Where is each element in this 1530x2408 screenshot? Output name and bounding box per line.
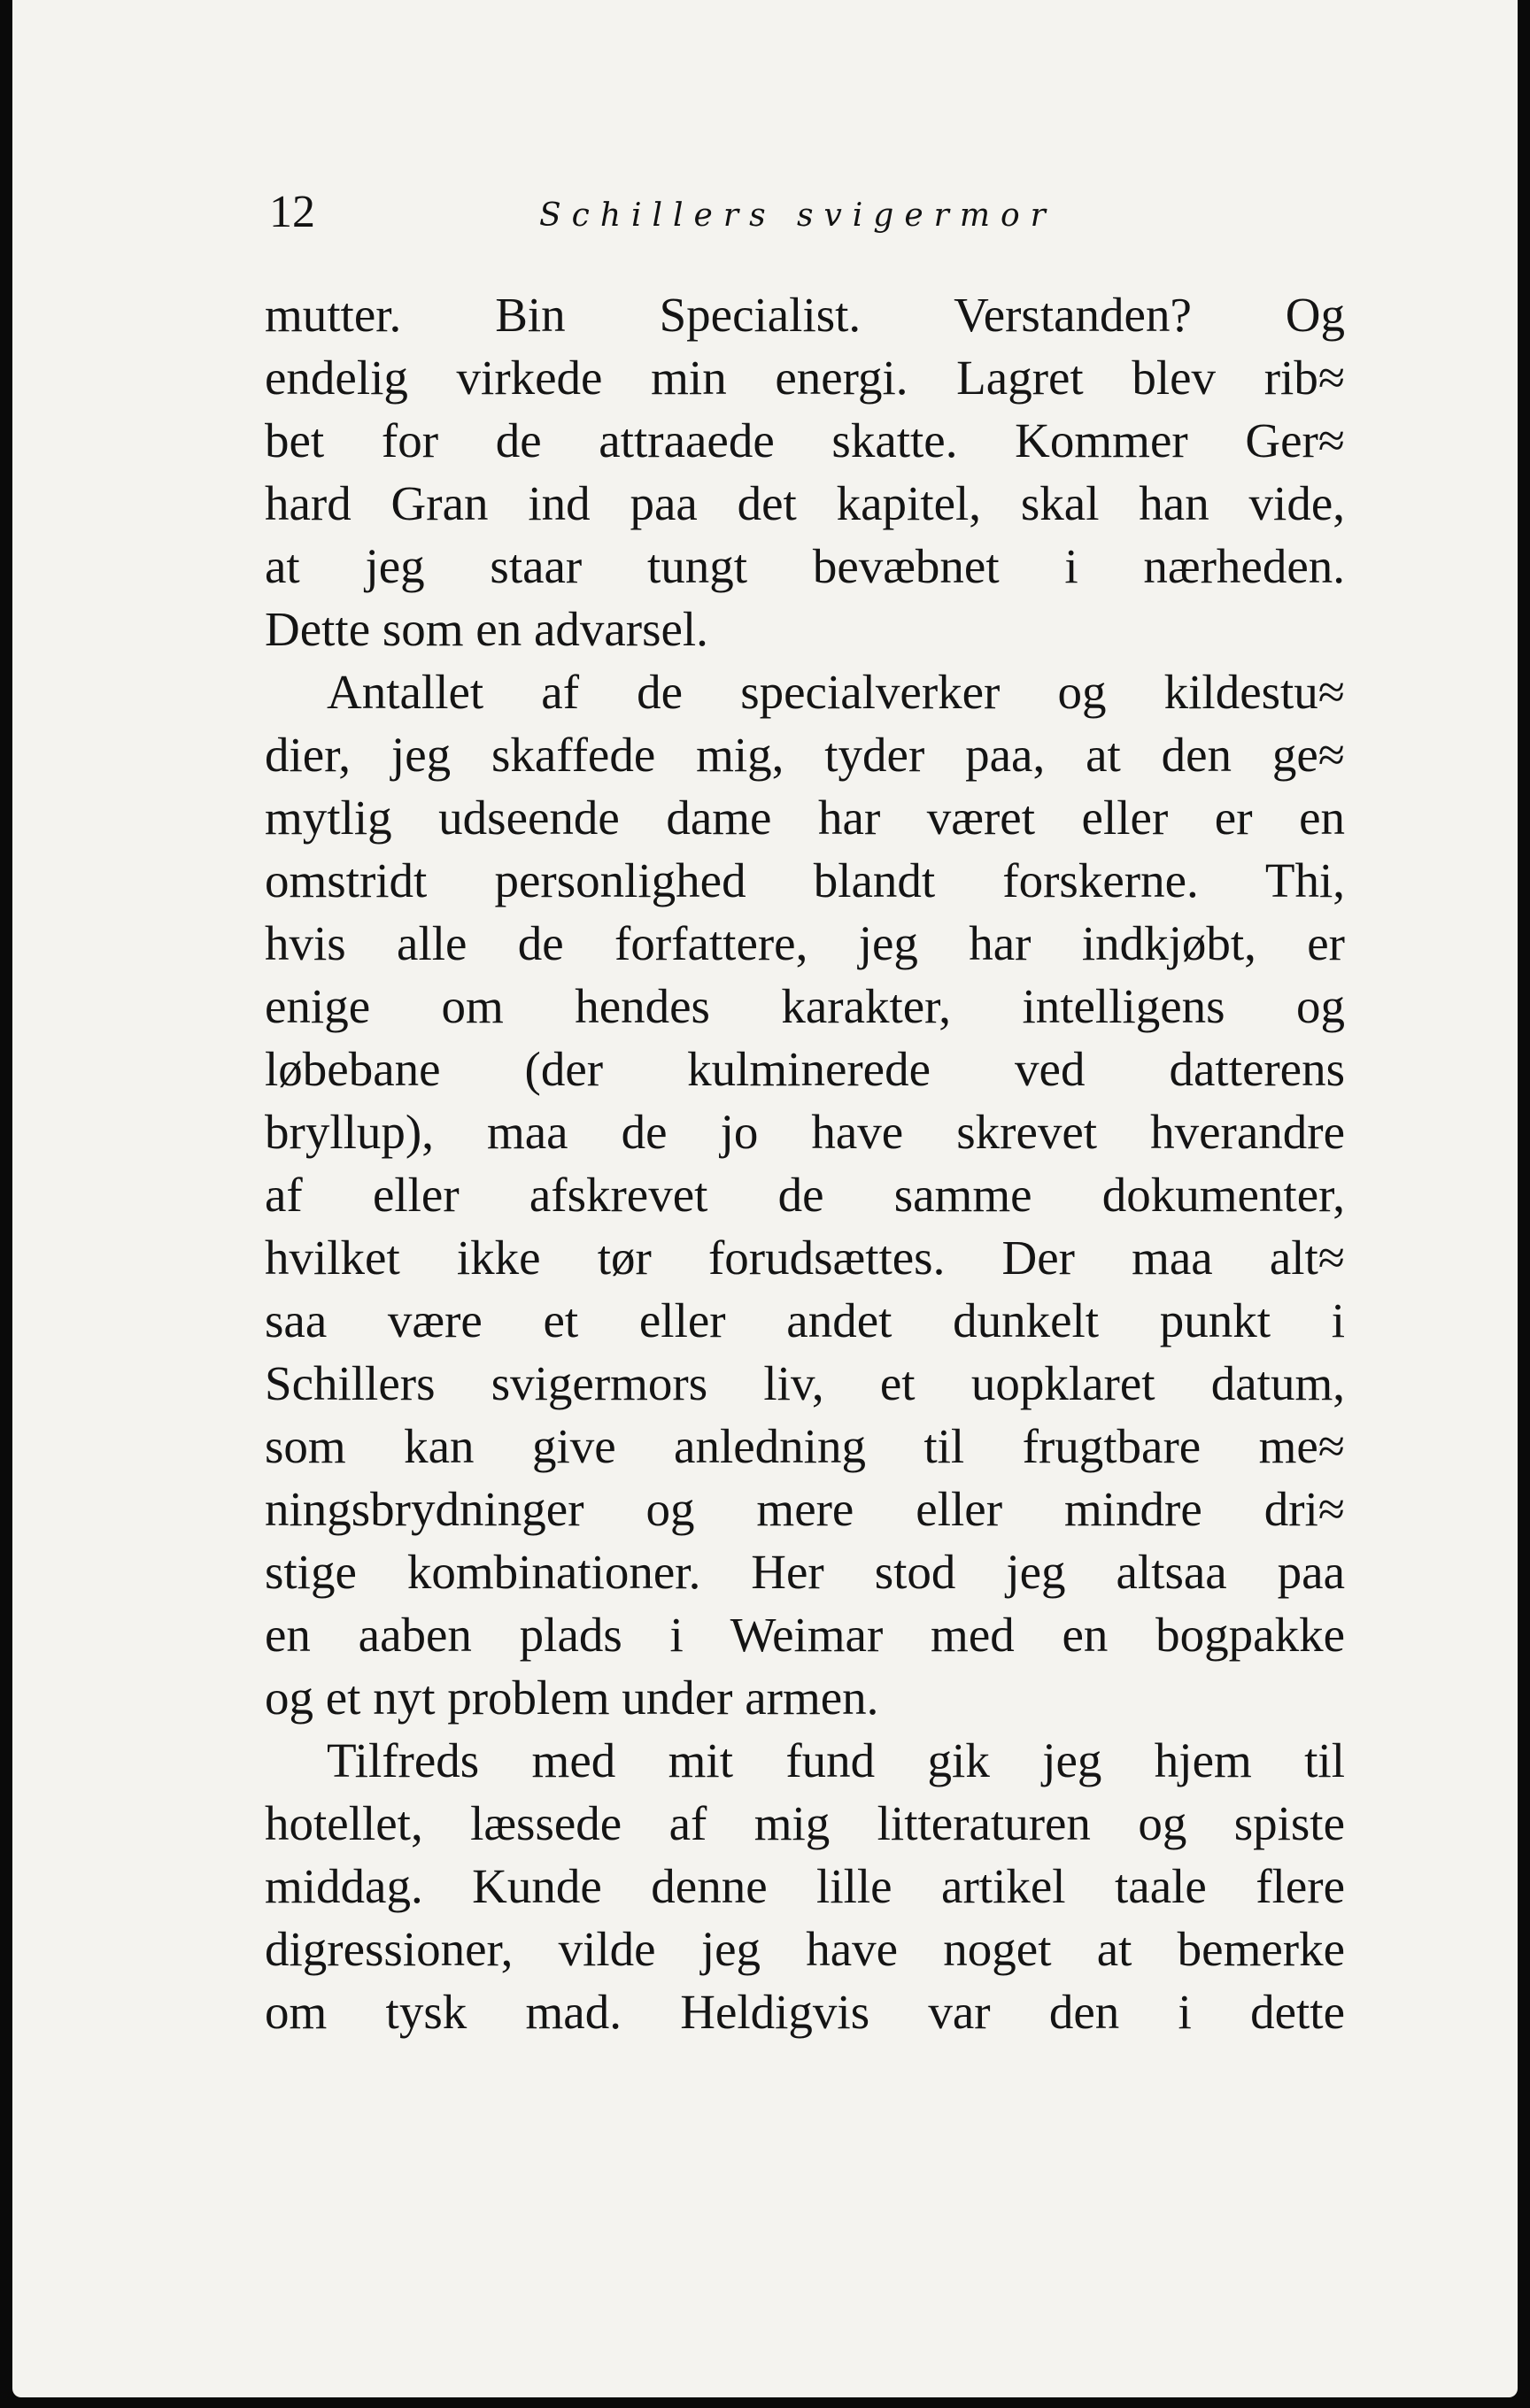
text-line: om tysk mad. Heldigvis var den i dette <box>265 1985 1345 2039</box>
text-line: saa være et eller andet dunkelt punkt i <box>265 1293 1345 1347</box>
body-text <box>265 283 1345 2043</box>
text-line: hard Gran ind paa det kapitel, skal han vide, <box>265 476 1345 530</box>
text-line: digressioner, vilde jeg have noget at bemerke <box>265 1922 1345 1976</box>
text-line: mutter. Bin Specialist. Verstanden? Og <box>265 288 1345 342</box>
paragraph-start-line: Antallet af de specialverker og kildestu≈ <box>327 665 1345 719</box>
text-line: hvilket ikke tør forudsættes. Der maa alt≈ <box>265 1231 1345 1285</box>
book-page <box>12 0 1518 2397</box>
text-line: af eller afskrevet de samme dokumenter, <box>265 1168 1345 1222</box>
text-line: endelig virkede min energi. Lagret blev rib≈ <box>265 351 1345 405</box>
text-line: dier, jeg skaffede mig, tyder paa, at den ge≈ <box>265 728 1345 782</box>
text-line: som kan give anledning til frugtbare me≈ <box>265 1419 1345 1473</box>
text-line: hvis alle de forfattere, jeg har indkjøbt, er <box>265 916 1345 970</box>
text-line: ningsbrydninger og mere eller mindre dri≈ <box>265 1482 1345 1536</box>
text-line: Schillers svigermors liv, et uopklaret datum, <box>265 1356 1345 1410</box>
running-title: Schillers svigermor <box>539 197 1056 234</box>
text-line: mytlig udseende dame har været eller er en <box>265 791 1345 845</box>
text-line: middag. Kunde denne lille artikel taale flere <box>265 1859 1345 1913</box>
page-header <box>269 181 1101 243</box>
text-line: bryllup), maa de jo have skrevet hverandre <box>265 1105 1345 1159</box>
page-number: 12 <box>269 187 315 237</box>
text-line: at jeg staar tungt bevæbnet i nærheden. <box>265 539 1345 593</box>
text-line: løbebane (der kulminerede ved datterens <box>265 1042 1345 1096</box>
text-line: omstridt personlighed blandt forskerne. Thi, <box>265 853 1345 907</box>
text-line: enige om hendes karakter, intelligens og <box>265 979 1345 1033</box>
paragraph-start-line: Tilfreds med mit fund gik jeg hjem til <box>327 1733 1345 1787</box>
text-line: en aaben plads i Weimar med en bogpakke <box>265 1608 1345 1662</box>
text-line: og et nyt problem under armen. <box>265 1671 879 1725</box>
text-line: hotellet, læssede af mig litteraturen og spiste <box>265 1796 1345 1850</box>
text-line: Dette som en advarsel. <box>265 602 708 656</box>
text-line: bet for de attraaede skatte. Kommer Ger≈ <box>265 413 1345 467</box>
text-line: stige kombinationer. Her stod jeg altsaa paa <box>265 1545 1345 1599</box>
